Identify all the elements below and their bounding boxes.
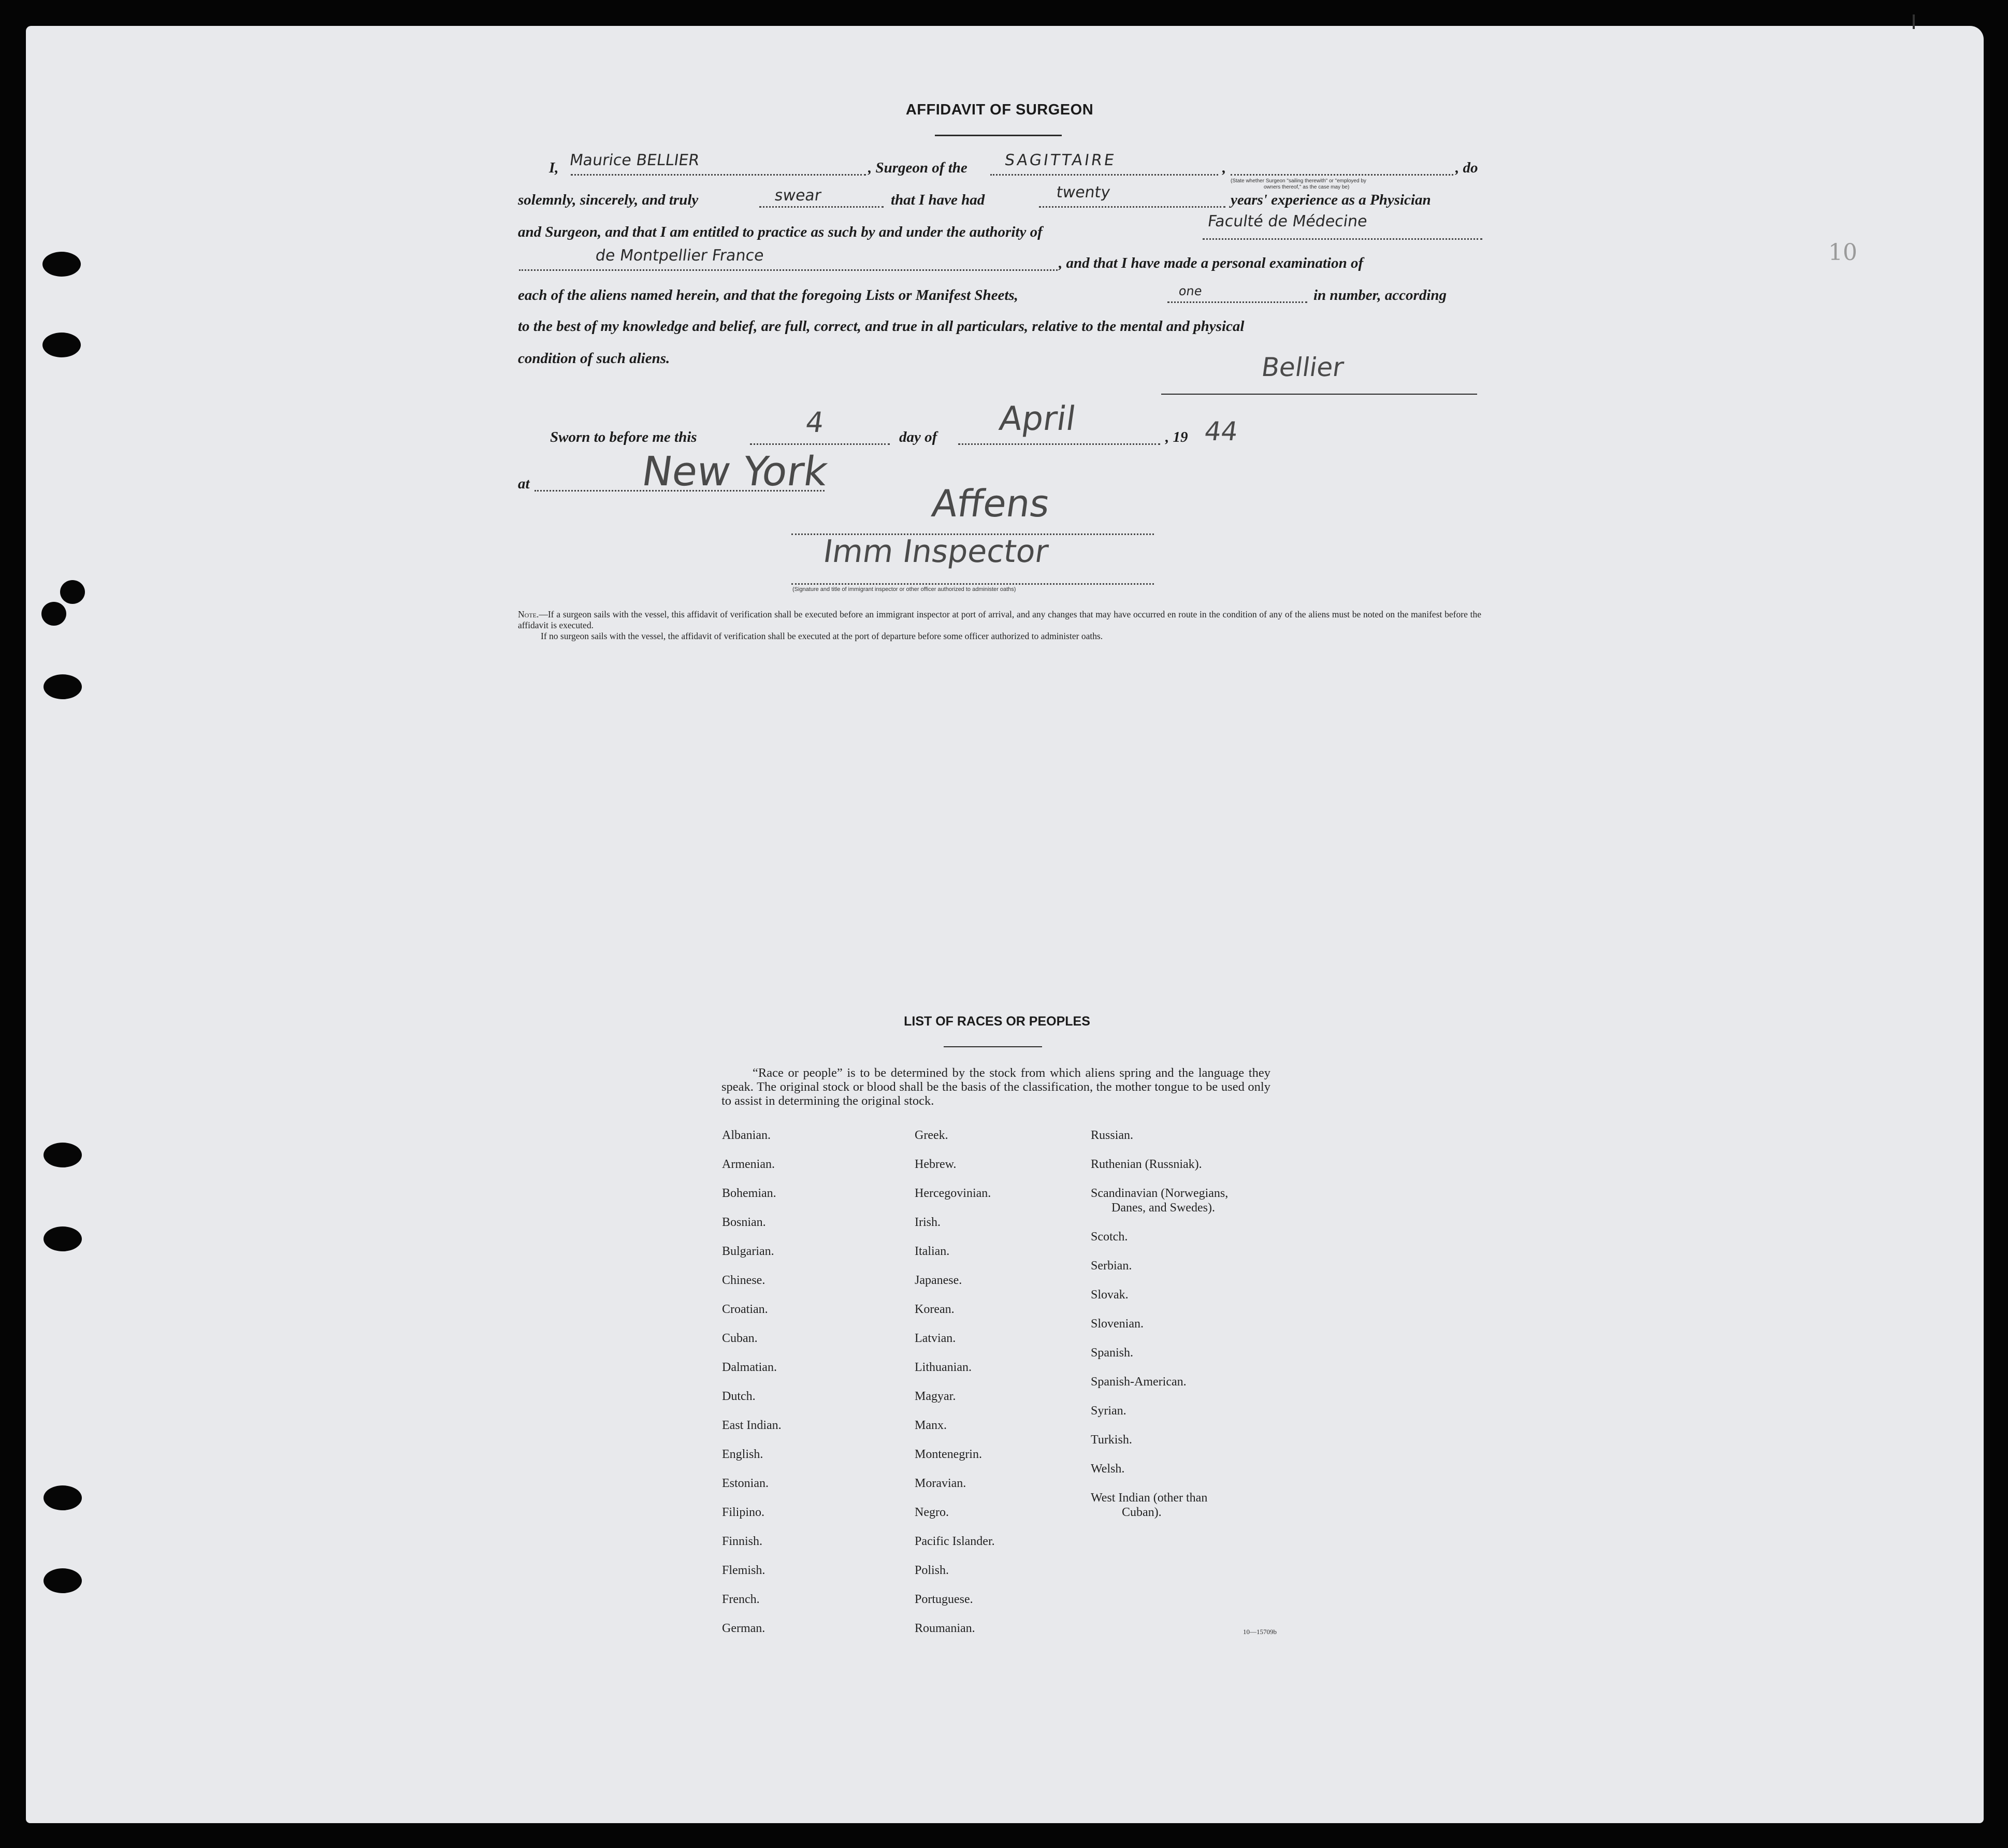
race-item: Spanish-American. [1091,1375,1187,1389]
text-surgeon-of: , Surgeon of the [868,160,967,176]
race-item: Manx. [915,1419,947,1432]
races-column-1 [722,1128,782,1650]
race-item: German. [722,1622,765,1635]
race-item: Russian. [1091,1129,1134,1142]
race-item: Finnish. [722,1535,763,1548]
binder-hole [42,333,81,357]
affidavit-line-6: to the best of my knowledge and belief, are full, correct, and true in all particulars, relative to the mental and physical [518,318,1245,335]
race-item: Montenegrin. [915,1448,982,1461]
race-item: Moravian. [915,1477,966,1490]
note-text-1: —If a surgeon sails with the vessel, this affidavit of verification shall be executed before an immigrant inspector at port of arrival, and any changes that may have occurred en route in the condition of any of the aliens must be noted on the manifest before the affidavit is executed. [518,609,1481,630]
officer-caption: (Signature and title of immigrant inspector or other officer authorized to administer oaths) [792,586,1016,593]
place-handwriting: New York [639,449,831,495]
race-item: Latvian. [915,1332,956,1345]
surgeon-signature: Bellier [1259,352,1346,382]
race-item: Syrian. [1091,1404,1126,1418]
affidavit-title: AFFIDAVIT OF SURGEON [905,102,1094,118]
text-i: I, [549,160,559,176]
race-item: Filipino. [722,1506,765,1519]
text-do: , do [1455,160,1478,176]
race-item: Magyar. [915,1390,956,1403]
race-item: Flemish. [722,1564,765,1577]
race-item: Korean. [915,1303,955,1316]
state-note-1: (State whether Surgeon "sailing therewith" or "employed by [1231,178,1366,184]
officer-title-line [791,583,1154,585]
race-item: Estonian. [722,1477,769,1490]
race-item: Negro. [915,1506,949,1519]
race-item: Greek. [915,1129,948,1142]
affidavit-note [518,609,1481,642]
races-intro-text: “Race or people” is to be determined by the stock from which aliens spring and the language they speak. The original stock or blood shall be the basis of the classification, the mother tongue to be used only to assist in determining the original stock. [721,1066,1270,1108]
race-item: Scotch. [1091,1230,1128,1244]
text-comma: , [1222,160,1226,176]
race-item: Hebrew. [915,1158,957,1171]
races-title-underline [944,1046,1042,1047]
form-code: 10—15709b [1243,1628,1277,1636]
race-item: Croatian. [722,1303,768,1316]
race-item: Pacific Islander. [915,1535,995,1548]
surgeon-signature-line [1161,394,1477,395]
race-item: Hercegovinian. [915,1187,991,1200]
race-item: Lithuanian. [915,1361,972,1374]
binder-hole [44,1485,82,1510]
oath-handwriting: swear [773,186,822,205]
authority-handwriting-1: Faculté de Médecine [1206,212,1369,230]
race-item: Slovak. [1091,1288,1129,1302]
scan-mark [1913,15,1915,29]
text-years-experience: years' experience as a Physician [1231,192,1431,208]
race-item: French. [722,1593,760,1606]
sheets-handwriting: one [1178,284,1203,298]
authority-handwriting-2: de Montpellier France [594,247,765,265]
sheets-line [1167,301,1307,303]
vessel-name-line [990,174,1218,176]
races-intro [721,1066,1270,1108]
years-handwriting: twenty [1055,183,1111,201]
binder-hole [41,602,66,626]
state-note-2: owners thereof," as the case may be) [1264,184,1350,190]
races-column-3 [1091,1128,1228,1534]
binder-hole [44,1226,82,1251]
year-handwriting: 44 [1202,416,1240,446]
text-authority: and Surgeon, and that I am entitled to practice as such by and under the authority of [518,224,1043,240]
race-item: Italian. [915,1245,950,1258]
race-item: Bulgarian. [722,1245,774,1258]
race-item: West Indian (other than [1091,1491,1208,1505]
surgeon-name-handwriting: Maurice BELLIER [568,151,701,169]
binder-hole [42,252,81,277]
race-item: Roumanian. [915,1622,975,1635]
vessel-name-handwriting: SAGITTAIRE [1003,151,1118,169]
race-item: Irish. [915,1216,941,1229]
race-item: Cuban. [722,1332,758,1345]
surgeon-name-line [571,174,866,176]
binder-hole [44,1568,82,1593]
text-manifest-sheets: each of the aliens named herein, and that the foregoing Lists or Manifest Sheets, [518,287,1018,304]
race-item: Serbian. [1091,1259,1132,1273]
month-line [958,443,1160,445]
binder-hole [60,580,85,604]
race-item: Armenian. [722,1158,775,1171]
race-item: East Indian. [722,1419,782,1432]
officer-title: Imm Inspector [821,533,1051,570]
authority-line-2 [519,269,1058,271]
oath-line [759,206,884,208]
month-handwriting: April [996,400,1078,438]
day-handwriting: 4 [803,406,826,439]
race-item: Chinese. [722,1274,765,1287]
title-underline [935,135,1062,136]
race-item: Welsh. [1091,1462,1125,1476]
employment-line [1231,174,1453,176]
note-label: Note. [518,609,539,619]
text-in-number: in number, according [1313,287,1447,304]
page-number: 10 [1828,239,1857,266]
text-personal-exam: , and that I have made a personal examination of [1059,255,1364,271]
race-item: Albanian. [722,1129,771,1142]
authority-line-1 [1203,238,1482,240]
text-solemnly: solemnly, sincerely, and truly [518,192,699,208]
text-day-of: day of [899,429,937,445]
officer-signature: Affens [929,482,1053,525]
race-item: Bohemian. [722,1187,776,1200]
text-sworn: Sworn to before me this [550,429,697,445]
race-item: Cuban). [1122,1506,1162,1519]
note-text-2: If no surgeon sails with the vessel, the affidavit of verification shall be executed at the port of departure before some officer authorized to administer oaths. [541,631,1103,641]
race-item: Slovenian. [1091,1317,1144,1331]
race-item: Turkish. [1091,1433,1132,1447]
race-item: Bosnian. [722,1216,766,1229]
race-item: Portuguese. [915,1593,973,1606]
text-have-had: that I have had [891,192,985,208]
text-at: at [518,475,530,492]
years-line [1039,206,1225,208]
races-title: LIST OF RACES OR PEOPLES [904,1014,1090,1029]
race-item: Danes, and Swedes). [1111,1201,1215,1215]
race-item: Dalmatian. [722,1361,777,1374]
race-item: Japanese. [915,1274,962,1287]
text-year-prefix: , 19 [1165,429,1188,445]
race-item: Spanish. [1091,1346,1134,1360]
race-item: Polish. [915,1564,949,1577]
race-item: English. [722,1448,763,1461]
race-item: Dutch. [722,1390,756,1403]
race-item: Ruthenian (Russniak). [1091,1158,1202,1171]
race-item: Scandinavian (Norwegians, [1091,1187,1229,1200]
affidavit-line-7: condition of such aliens. [518,350,670,367]
races-column-2 [915,1128,995,1650]
day-line [750,443,890,445]
binder-hole [44,674,82,699]
binder-hole [44,1143,82,1167]
